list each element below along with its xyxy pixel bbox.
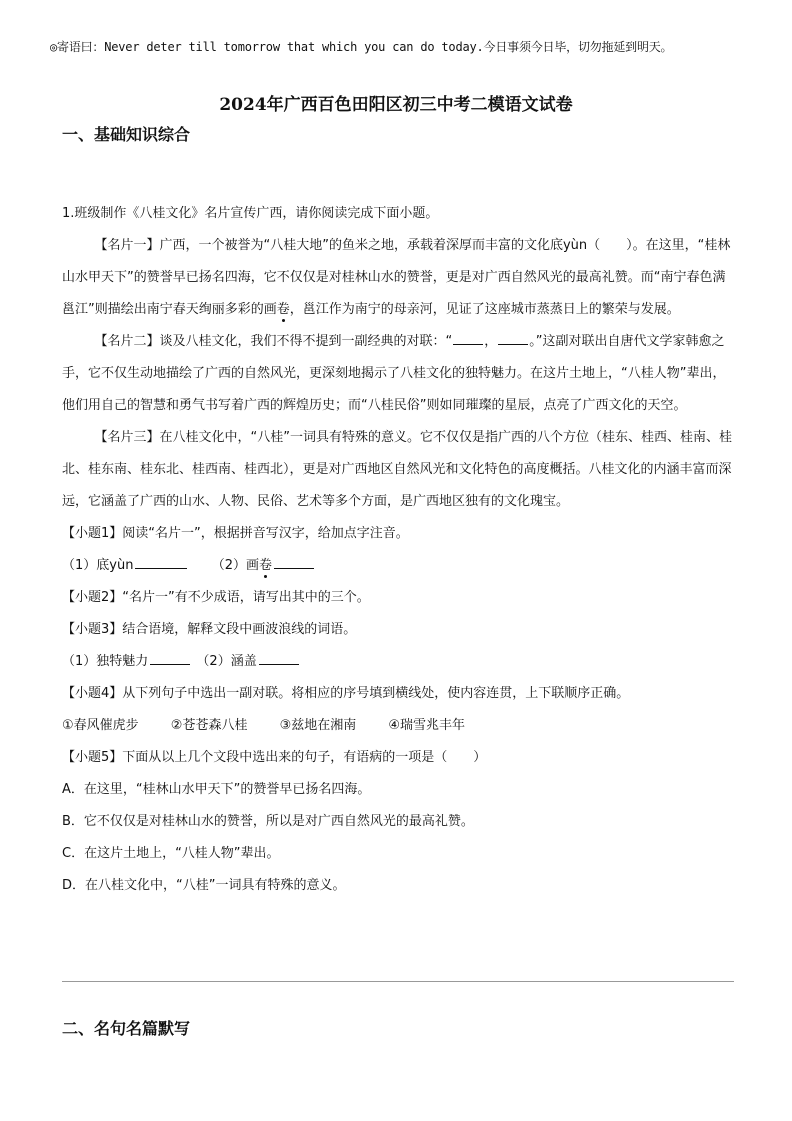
sub-1-item-1: （1）底yùn bbox=[62, 558, 134, 573]
sub-question-1-items bbox=[62, 550, 734, 582]
sub-3-item-2: （2）涵盖 bbox=[196, 654, 257, 669]
sub-question-1 bbox=[62, 518, 734, 550]
card-1-paragraph bbox=[62, 230, 734, 326]
sub-question-2 bbox=[62, 582, 734, 614]
sub-2-text: “名片一”有不少成语，请写出其中的三个。 bbox=[122, 590, 370, 605]
section-heading-recitation: 二、名句名篇默写 bbox=[62, 1019, 191, 1038]
sub-3-text: 结合语境，解释文段中画波浪线的词语。 bbox=[122, 622, 357, 637]
sub-5-text: 下面从以上几个文段中选出来的句子，有语病的一项是（ ） bbox=[122, 750, 487, 765]
section-heading-basics: 一、基础知识综合 bbox=[62, 125, 191, 144]
question-1-content bbox=[62, 198, 734, 902]
card-1-text-a: 广西，一个被誉为“八桂大地”的鱼米之地，承载着深厚而丰富的文化底yùn（ ）。在这里，“桂林山水甲天下”的赞誉早已扬名四海，它不仅仅是对桂林山水的赞誉，更是对广西自然风光的最高礼赞。而“南宁春色满邕江”则描绘出南宁春天绚丽多彩的画 bbox=[62, 238, 731, 317]
sub-4-option: ①春风催虎步 bbox=[62, 718, 139, 733]
sub-3-blank-2[interactable] bbox=[259, 652, 299, 665]
sub-4-options bbox=[62, 710, 734, 742]
card-2-text-a: 谈及八桂文化，我们不得不提到一副经典的对联：“ bbox=[159, 334, 453, 349]
choice-d[interactable]: D．在八桂文化中，“八桂”一词具有特殊的意义。 bbox=[62, 878, 346, 893]
page-title: 2024年广西百色田阳区初三中考二模语文试卷 bbox=[219, 95, 573, 115]
card-3-text: 在八桂文化中，“八桂”一词具有特殊的意义。它不仅仅是指广西的八个方位（桂东、桂西、桂南、桂北、桂东南、桂东北、桂西南、桂西北），更是对广西地区自然风光和文化特色的高度概括。八桂文化的内涵丰富而深远，它涵盖了广西的山水、人物、民俗、艺术等多个方面，是广西地区独有的文化瑰宝。 bbox=[62, 430, 732, 509]
choice-b[interactable]: B．它不仅仅是对桂林山水的赞誉，所以是对广西自然风光的最高礼赞。 bbox=[62, 814, 474, 829]
card-3-label: 【名片三】 bbox=[94, 430, 160, 445]
sub-3-label: 【小题3】 bbox=[62, 622, 123, 637]
sub-4-option: ②苍苍森八桂 bbox=[170, 718, 248, 733]
sub-1-label: 【小题1】 bbox=[62, 526, 123, 541]
card-2-label: 【名片二】 bbox=[94, 334, 160, 349]
sub-4-option: ③兹地在湘南 bbox=[279, 718, 357, 733]
card-1-label: 【名片一】 bbox=[94, 238, 160, 253]
sub-question-3 bbox=[62, 614, 734, 646]
couplet-blank-1[interactable] bbox=[453, 332, 483, 345]
sub-1-item-2-dotted: 卷 bbox=[259, 558, 273, 573]
sub-4-text: 从下列句子中选出一副对联。将相应的序号填到横线处，使内容连贯，上下联顺序正确。 bbox=[122, 686, 630, 701]
couplet-blank-2[interactable] bbox=[498, 332, 528, 345]
choice-a[interactable]: A．在这里，“桂林山水甲天下”的赞誉早已扬名四海。 bbox=[62, 782, 371, 797]
card-1-dotted-char: 卷 bbox=[276, 302, 290, 317]
card-2-sep: ， bbox=[484, 334, 498, 349]
card-3-paragraph bbox=[62, 422, 734, 518]
sub-question-3-items bbox=[62, 646, 734, 678]
q1-intro: 1.班级制作《八桂文化》名片宣传广西，请你阅读完成下面小题。 bbox=[62, 206, 439, 221]
motto-line: ◎寄语曰：Never deter till tomorrow that which you can do today.今日事须今日毕，切勿拖延到明天。 bbox=[50, 40, 673, 54]
sub-3-item-1: （1）独特魅力 bbox=[62, 654, 149, 669]
sub-1-text: 阅读“名片一”，根据拼音写汉字，给加点字注音。 bbox=[122, 526, 409, 541]
sub-question-4 bbox=[62, 678, 734, 710]
sub-5-label: 【小题5】 bbox=[62, 750, 123, 765]
sub-1-item-2-prefix: （2）画 bbox=[211, 558, 260, 573]
card-2-text-b: 。”这副对联出自唐代文学家韩愈之手，它不仅生动地描绘了广西的自然风光，更深刻地揭示了八桂文化的独特魅力。在这片土地上，“八桂人物”辈出，他们用自己的智慧和勇气书写着广西的辉煌历史；而“八桂民俗”则如同璀璨的星辰，点亮了广西文化的天空。 bbox=[62, 334, 726, 413]
card-1-text-b: ，邕江作为南宁的母亲河，见证了这座城市蒸蒸日上的繁荣与发展。 bbox=[289, 302, 680, 317]
sub-1-blank-2[interactable] bbox=[274, 556, 314, 569]
sub-3-blank-1[interactable] bbox=[150, 652, 190, 665]
choice-c[interactable]: C．在这片土地上，“八桂人物”辈出。 bbox=[62, 846, 280, 861]
sub-1-blank-1[interactable] bbox=[135, 556, 187, 569]
sub-question-5 bbox=[62, 742, 734, 774]
sub-4-label: 【小题4】 bbox=[62, 686, 123, 701]
sub-4-option: ④瑞雪兆丰年 bbox=[388, 718, 466, 733]
sub-2-label: 【小题2】 bbox=[62, 590, 123, 605]
card-2-paragraph bbox=[62, 326, 734, 422]
section-divider bbox=[62, 981, 734, 982]
